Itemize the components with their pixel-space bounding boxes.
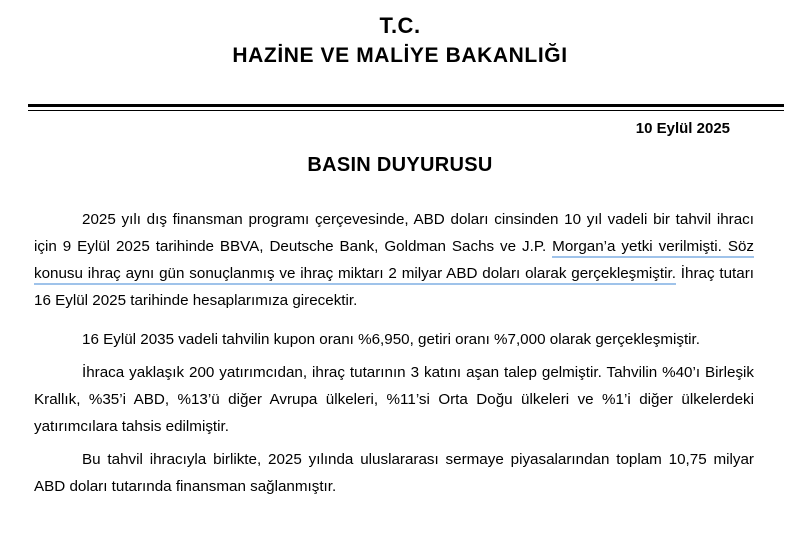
- letterhead-tc: T.C.: [379, 13, 421, 38]
- document-body: [34, 206, 754, 500]
- paragraph-3: İhraca yaklaşık 200 yatırımcıdan, ihraç tutarının 3 katını aşan talep gelmiştir. Tahvilin %40’ı Birleşik Krallık, %35’i ABD, %13’ü diğer Avrupa ülkeleri, %11’si Orta Doğu ülkeleri ve %1’i diğer ülkelerdeki yatırımcılara tahsis edilmiştir.: [34, 364, 754, 435]
- header-divider-thick: [28, 104, 784, 107]
- paragraph-1-highlighted-text: Morgan’a yetki verilmişti. Söz konusu ihraç aynı gün sonuçlanmış ve ihraç miktarı 2 milyar ABD doları olarak gerçekleşmiştir.: [34, 238, 754, 285]
- document-title: BASIN DUYURUSU: [307, 154, 493, 176]
- paragraph-1-text-end: İhraç tutarı 16 Eylül 2025 tarihinde hesaplarımıza girecektir.: [34, 265, 754, 309]
- paragraph-1: [34, 206, 754, 314]
- letterhead: [0, 12, 800, 70]
- paragraph-4: Bu tahvil ihracıyla birlikte, 2025 yılında uluslararası sermaye piyasalarından toplam 10,75 milyar ABD doları tutarında finansman sağlanmıştır.: [34, 451, 754, 495]
- letterhead-ministry: HAZİNE VE MALİYE BAKANLIĞI: [232, 44, 568, 67]
- document-date: 10 Eylül 2025: [635, 120, 730, 137]
- paragraph-2: 16 Eylül 2035 vadeli tahvilin kupon oranı %6,950, getiri oranı %7,000 olarak gerçekleşmiştir.: [82, 331, 700, 348]
- header-divider-thin: [28, 110, 784, 111]
- paragraph-1-text-start: 2025 yılı dış finansman programı çerçevesinde, ABD doları cinsinden 10 yıl vadeli bir tahvil ihracı için 9 Eylül 2025 tarihinde BBVA, Deutsche Bank, Goldman Sachs ve J.P.: [34, 211, 754, 255]
